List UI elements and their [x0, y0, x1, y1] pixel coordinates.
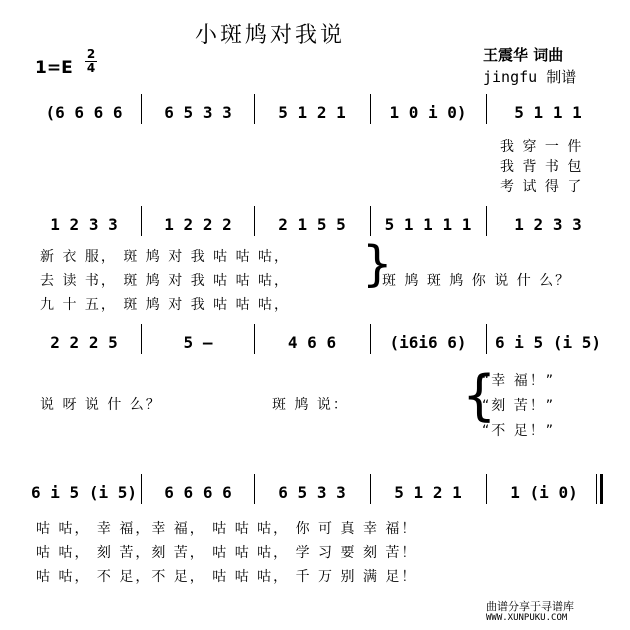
time-signature-bottom: 4 — [86, 61, 96, 75]
barline — [141, 324, 142, 354]
staff-system-1 — [30, 88, 610, 136]
measure: 6 i 5 (i 5) — [31, 482, 137, 502]
measure: 5 1 1 1 — [514, 102, 582, 122]
quote-line: “不 足！” — [482, 423, 555, 439]
measure: 5 1 2 1 — [394, 482, 462, 502]
lyric-line: 去 读 书， 斑 鸠 对 我 咕 咕 咕， — [40, 273, 291, 289]
key-signature: 1=E — [35, 58, 73, 78]
measure: 5 1 1 1 1 — [384, 214, 472, 234]
lyric-line: 九 十 五， 斑 鸠 对 我 咕 咕 咕， — [40, 297, 291, 313]
barline — [370, 94, 371, 124]
measure: 1 (i 0) — [510, 482, 578, 502]
measure: 2 2 2 5 — [50, 332, 118, 352]
quote-line: “刻 苦！” — [482, 398, 555, 414]
barline — [486, 206, 487, 236]
watermark-text: 曲谱分享于寻谱库 — [486, 600, 574, 613]
measure: 6 6 6 6 — [164, 482, 232, 502]
brace: { — [462, 364, 497, 427]
measure: 1 2 3 3 — [514, 214, 582, 234]
barline — [370, 474, 371, 504]
notation-credit: jingfu 制谱 — [483, 68, 577, 86]
measure: 2 1 5 5 — [278, 214, 346, 234]
lyric-line: 咕 咕， 幸 福，幸 福， 咕 咕 咕， 你 可 真 幸 福！ — [36, 521, 418, 537]
measure: 5 – — [183, 332, 213, 352]
measure: 6 5 3 3 — [278, 482, 346, 502]
measure: 1 2 2 2 — [164, 214, 232, 234]
barline — [370, 206, 371, 236]
measure: 1 2 3 3 — [50, 214, 118, 234]
measure: (6 6 6 6 — [45, 102, 123, 122]
measure: 1 0 i 0) — [389, 102, 467, 122]
barline — [254, 94, 255, 124]
quote-line: “幸 福！” — [482, 373, 555, 389]
barline — [254, 206, 255, 236]
barline — [141, 206, 142, 236]
barline — [254, 324, 255, 354]
barline — [141, 474, 142, 504]
page-title: 小斑鸠对我说 — [195, 23, 346, 48]
composer-credit: 王震华 词曲 — [483, 46, 564, 64]
barline — [486, 94, 487, 124]
lyric-line: 我 背 书 包 — [500, 159, 584, 175]
staff-system-2 — [30, 200, 610, 248]
lyric-line: 咕 咕， 刻 苦，刻 苦， 咕 咕 咕， 学 习 要 刻 苦！ — [36, 545, 418, 561]
barline — [141, 94, 142, 124]
lyric-line: 考 试 得 了 — [500, 179, 584, 195]
staff-system-3 — [30, 318, 610, 366]
lyric-line: 咕 咕， 不 足，不 足， 咕 咕 咕， 千 万 别 满 足！ — [36, 569, 418, 585]
barline — [254, 474, 255, 504]
measure: (i6i6 6) — [389, 332, 467, 352]
barline — [486, 324, 487, 354]
final-barline-thick — [600, 474, 603, 504]
measure: 6 i 5 (i 5) — [495, 332, 601, 352]
watermark-url: WWW.XUNPUKU.COM — [486, 613, 568, 623]
lyric-line: 说 呀 说 什 么？ — [40, 397, 162, 413]
time-signature — [85, 48, 97, 75]
measure: 4 6 6 — [287, 332, 337, 352]
brace: } — [362, 236, 393, 292]
barline — [370, 324, 371, 354]
lyric-line: 我 穿 一 件 — [500, 139, 584, 155]
refrain-lyric: 斑 鸠 斑 鸠 你 说 什 么？ — [382, 273, 572, 289]
lyric-line: 斑 鸠 说： — [272, 397, 349, 413]
time-signature-top: 2 — [86, 47, 96, 61]
lyric-line: 新 衣 服， 斑 鸠 对 我 咕 咕 咕， — [40, 249, 291, 265]
final-barline-thin — [596, 474, 597, 504]
staff-system-4 — [30, 468, 610, 516]
measure: 6 5 3 3 — [164, 102, 232, 122]
measure: 5 1 2 1 — [278, 102, 346, 122]
barline — [486, 474, 487, 504]
